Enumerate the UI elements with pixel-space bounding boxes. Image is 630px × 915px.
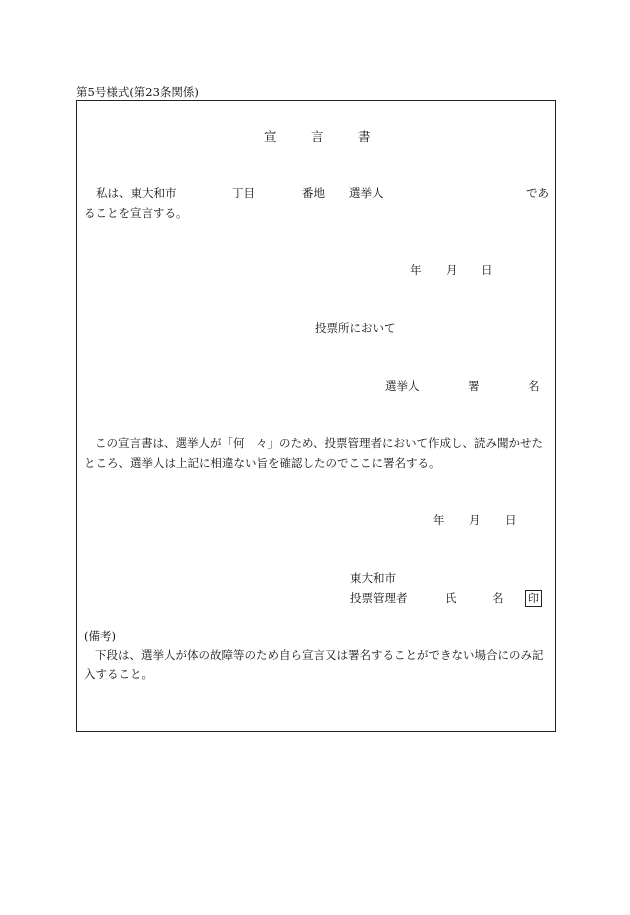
date1-year: 年 <box>410 263 422 277</box>
date2-year: 年 <box>433 513 445 527</box>
date2-month: 月 <box>469 513 481 527</box>
admin-shi: 氏 <box>445 591 457 605</box>
title-char-3: 書 <box>358 129 371 144</box>
polling-place-text: 投票所において <box>315 321 396 335</box>
remarks-line-2: 入すること。 <box>84 667 153 681</box>
admin-city: 東大和市 <box>350 571 396 585</box>
seal-icon: 印 <box>525 590 542 607</box>
declaration-line-2: ることを宣言する。 <box>84 206 188 220</box>
admin-mei: 名 <box>492 591 504 605</box>
declaration-prefix: 私は、東大和市 <box>96 186 177 200</box>
date2-day: 日 <box>505 513 517 527</box>
admin-role: 投票管理者 <box>350 591 408 605</box>
declaration-chome: 丁目 <box>232 186 255 200</box>
title-char-1: 宣 <box>264 129 277 144</box>
form-number-label: 第5号様式(第23条関係) <box>76 85 199 99</box>
date1-day: 日 <box>481 263 493 277</box>
declaration-banchi: 番地 <box>302 186 325 200</box>
date1-month: 月 <box>446 263 458 277</box>
remarks-heading: (備考) <box>84 629 116 643</box>
voter-sign-sho: 署 <box>468 379 480 393</box>
declaration-voter: 選挙人 <box>349 186 384 200</box>
remarks-line-1: 下段は、選挙人が体の故障等のため自ら宣言又は署名することができない場合にのみ記 <box>95 648 544 662</box>
statement-line-2: ところ、選挙人は上記に相違ない旨を確認したのでここに署名する。 <box>84 456 441 470</box>
declaration-de-a: であ <box>526 186 549 200</box>
seal-mark <box>525 590 542 607</box>
title-char-2: 言 <box>311 129 324 144</box>
statement-line-1: この宣言書は、選挙人が「何 々」のため、投票管理者において作成し、読み聞かせた <box>95 436 544 450</box>
voter-sign-mei: 名 <box>528 379 540 393</box>
voter-sign-label: 選挙人 <box>385 379 420 393</box>
